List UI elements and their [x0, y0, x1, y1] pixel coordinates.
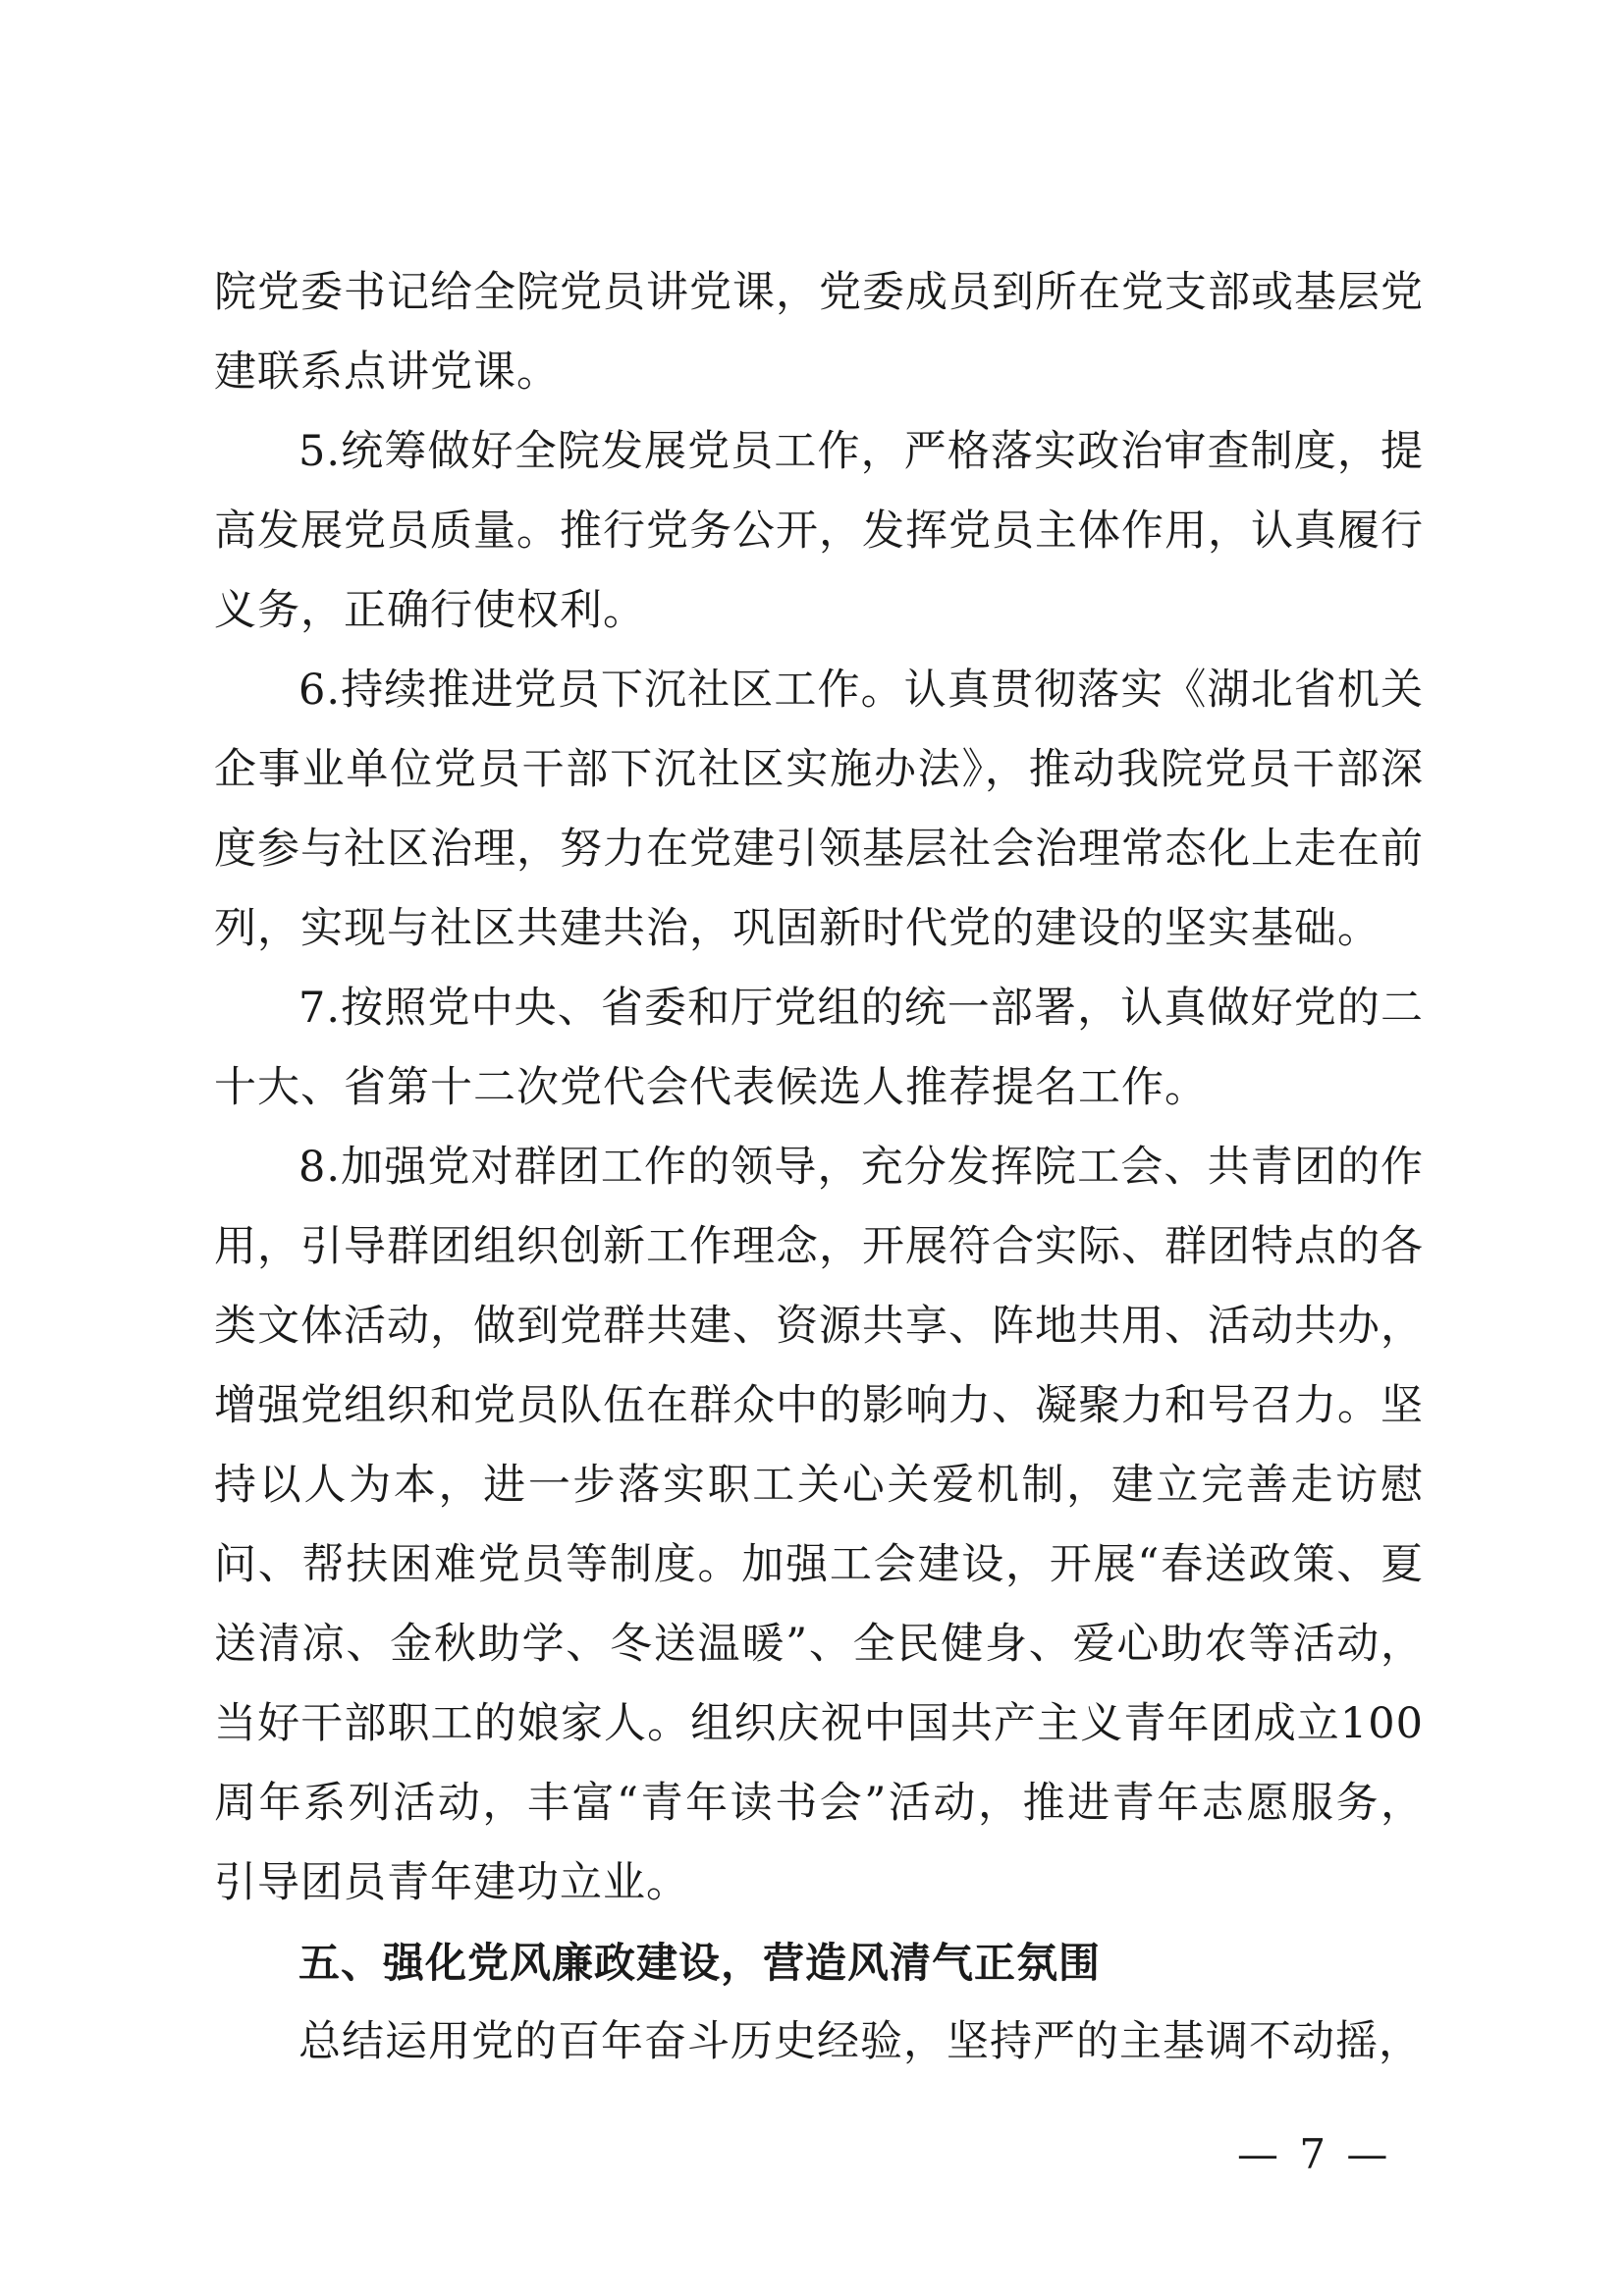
paragraph-item-6: 6.持续推进党员下沉社区工作。认真贯彻落实《湖北省机关企事业单位党员干部下沉社区实施办法》，推动我院党员干部深度参与社区治理，努力在党建引领基层社会治理常态化上走在前列，实现与社区共建共治，巩固新时代党的建设的坚实基础。 [214, 666, 1424, 953]
paragraph-item-7: 7.按照党中央、省委和厅党组的统一部署，认真做好党的二十大、省第十二次党代会代表候选人推荐提名工作。 [214, 984, 1424, 1112]
paragraph-item-8: 8.加强党对群团工作的领导，充分发挥院工会、共青团的作用，引导群团组织创新工作理念，开展符合实际、群团特点的各类文体活动，做到党群共建、资源共享、阵地共用、活动共办，增强党组织和党员队伍在群众中的影响力、凝聚力和号召力。坚持以人为本，进一步落实职工关心关爱机制，建立完善走访慰问、帮扶困难党员等制度。加强工会建设，开展“春送政策、夏送清凉、金秋助学、冬送温暖”、全民健身、爱心助农等活动，当好干部职工的娘家人。组织庆祝中国共产主义青年团成立100周年系列活动，丰富“青年读书会”活动，推进青年志愿服务，引导团员青年建功立业。 [214, 1143, 1424, 1907]
section-heading: 五、强化党风廉政建设，营造风清气正氛围 [298, 1939, 1102, 1987]
page-number: — 7 — [1237, 2130, 1392, 2178]
paragraph-section-5-intro: 总结运用党的百年奋斗历史经验，坚持严的主基调不动摇， [298, 2017, 1422, 2066]
body-text [214, 253, 1424, 2082]
paragraph-item-5: 5.统筹做好全院发展党员工作，严格落实政治审查制度，提高发展党员质量。推行党务公开，发挥党员主体作用，认真履行义务，正确行使权利。 [214, 427, 1424, 635]
paragraph-continued: 院党委书记给全院党员讲党课，党委成员到所在党支部或基层党建联系点讲党课。 [214, 268, 1424, 397]
